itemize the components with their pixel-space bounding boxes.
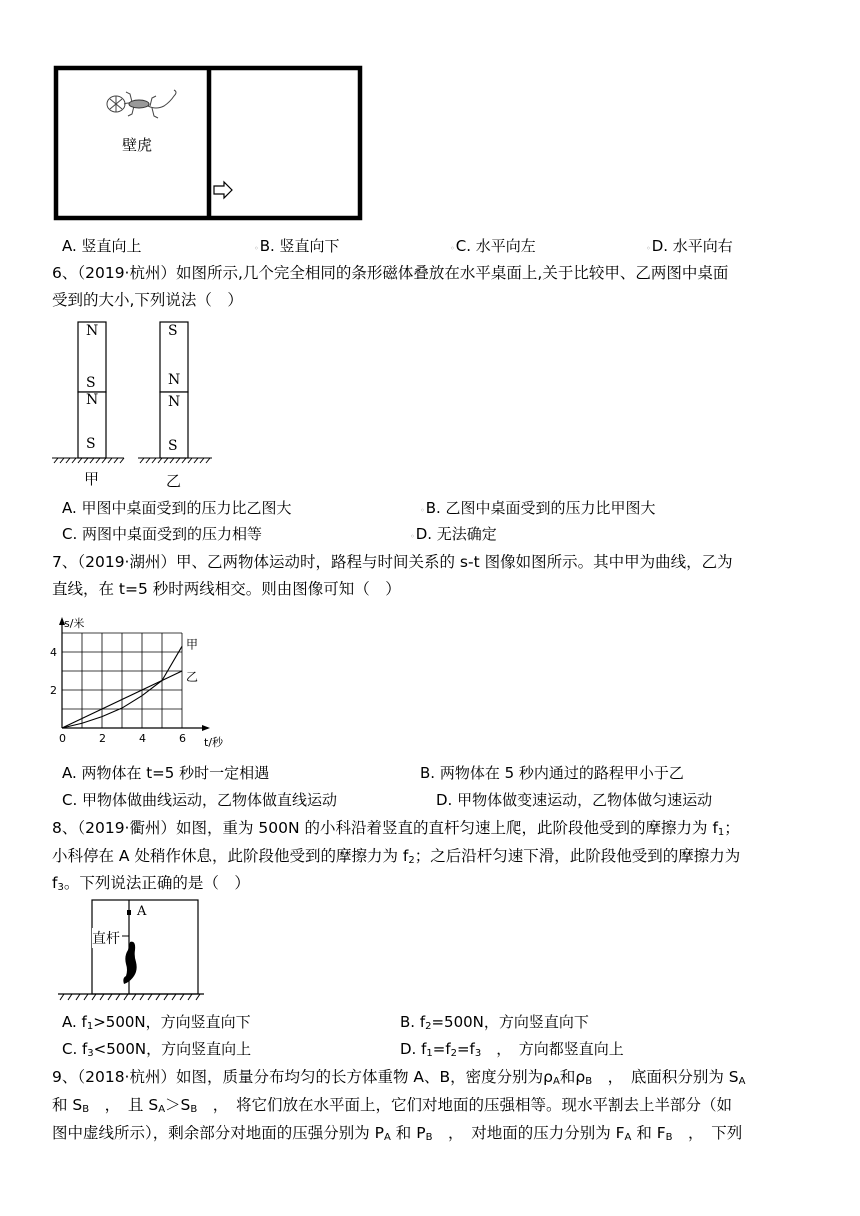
q8-option-a[interactable] [62, 1012, 251, 1037]
q5-option-b[interactable]: ◦B. 竖直向下 [254, 237, 340, 255]
x-tick-label: 6 [179, 732, 186, 745]
q6-option-d[interactable]: ◦D. 无法确定 [410, 525, 497, 543]
q8-c-post: <500N，方向竖直向上 [93, 1040, 252, 1058]
q8-line-3-sub: 3 [57, 882, 64, 893]
q8-line-3 [52, 872, 250, 899]
q6-option-b-text: B. 乙图中桌面受到的压力比甲图大 [425, 499, 656, 517]
q8-b-sub: 2 [425, 1021, 432, 1032]
x-axis-label: t/秒 [204, 736, 224, 749]
y-tick-label: 2 [50, 684, 57, 697]
q8-option-d[interactable] [400, 1039, 624, 1064]
q5-option-d[interactable]: ◦D. 水平向右 [646, 237, 733, 255]
magnet-right-pole-3: N [168, 394, 181, 410]
magnet-left-pole-3: N [86, 392, 99, 408]
q9-l3s4: B [665, 1132, 673, 1143]
y-axis-label: s/米 [64, 617, 85, 630]
magnet-left-pole-1: N [86, 323, 99, 339]
q9-l3c: ， 对地面的压力分别为 F [432, 1124, 625, 1142]
q5-option-c[interactable]: ◦C. 水平向左 [450, 237, 536, 255]
q9-l1c: ， 底面积分别为 S [592, 1068, 739, 1086]
q7-option-a[interactable]: A. 两物体在 t=5 秒时一定相遇 [62, 764, 270, 782]
q9-l1s3: A [738, 1076, 746, 1087]
q9-l2a: 和 S [52, 1096, 83, 1114]
table-surface-left [52, 458, 124, 463]
st-chart-svg [46, 604, 226, 754]
q6-option-c[interactable]: C. 两图中桌面受到的压力相等 [62, 525, 263, 543]
magnet-left-pole-4: S [86, 436, 96, 452]
person-silhouette [123, 942, 136, 984]
q8-line-2 [52, 845, 740, 872]
q6-line-1: 6、（2019·杭州）如图所示,几个完全相同的条形磁体叠放在水平桌面上,关于比较甲、乙两图中桌面 [52, 264, 729, 282]
q9-line-3 [52, 1122, 742, 1149]
pole-figure [56, 898, 206, 1004]
q8-d-post: ， 方向都竖直向上 [481, 1040, 624, 1058]
q8-b-post: =500N，方向竖直向下 [431, 1013, 589, 1031]
table-surface-right [138, 458, 212, 463]
magnet-right-pole-4: S [168, 438, 178, 454]
pole-figure-svg [56, 898, 206, 1004]
point-a-marker [127, 910, 131, 915]
q9-l3s1: A [384, 1132, 391, 1143]
q9-l2b: ， 且 S [89, 1096, 159, 1114]
q8-line-1-sub: 1 [717, 827, 725, 838]
q8-d-sub3: 3 [474, 1048, 482, 1059]
x-tick-label: 2 [99, 732, 106, 745]
q9-l3a: 图中虚线所示），剩余部分对地面的压强分别为 P [52, 1124, 385, 1142]
x-tick-label: 4 [139, 732, 146, 745]
q9-l2c: ＞S [165, 1096, 191, 1114]
q8-line-2b: ；之后沿杆匀速下滑，此阶段他受到的摩擦力为 [414, 847, 741, 865]
q9-line-1 [52, 1066, 745, 1093]
q9-l2d: ， 将它们放在水平面上，它们对地面的压强相等。现水平割去上半部分（如 [197, 1096, 733, 1114]
gecko-label: 壁虎 [122, 136, 153, 154]
q8-d-mid1: =f [432, 1040, 451, 1058]
q7-line-1: 7、（2019·湖州）甲、乙两物体运动时，路程与时间关系的 s-t 图像如图所示。其中甲为曲线，乙为 [52, 553, 733, 571]
q8-d-pre: D. f [400, 1040, 427, 1058]
series-label-yi: 乙 [186, 670, 199, 684]
st-chart [46, 604, 226, 754]
q8-option-c[interactable] [62, 1039, 251, 1064]
q8-option-b[interactable] [400, 1012, 589, 1037]
magnet-right-pole-2: N [168, 372, 181, 388]
magnet-right-pole-1: S [168, 323, 178, 339]
q8-c-pre: C. f [62, 1040, 88, 1058]
q8-c-sub: 3 [87, 1048, 94, 1059]
q7-option-d[interactable]: D. 甲物体做变速运动，乙物体做匀速运动 [436, 791, 713, 809]
q5-option-c-text: C. 水平向左 [455, 237, 536, 255]
q8-line-1-text: 8、（2019·衢州）如图，重为 500N 的小科沿着竖直的直杆匀速上爬，此阶段他受到的摩擦力为 f [52, 819, 718, 837]
q8-line-3b: 。下列说法正确的是（ ） [63, 874, 250, 892]
q9-l3s2: B [425, 1132, 433, 1143]
q7-option-c[interactable]: C. 甲物体做曲线运动，乙物体做直线运动 [62, 791, 338, 809]
q6-option-d-text: D. 无法确定 [415, 525, 497, 543]
q7-option-b[interactable]: B. 两物体在 5 秒内通过的路程甲小于乙 [420, 764, 684, 782]
q5-option-b-text: B. 竖直向下 [259, 237, 340, 255]
q8-line-2-sub: 2 [408, 855, 415, 866]
q9-l3b: 和 P [390, 1124, 426, 1142]
magnets-figure-svg [52, 320, 222, 490]
magnets-figure [52, 320, 222, 490]
q9-l3d: 和 F [631, 1124, 666, 1142]
gecko-icon [107, 90, 176, 118]
q6-line-2: 受到的大小,下列说法（ ） [52, 291, 243, 309]
q6-option-a[interactable]: A. 甲图中桌面受到的压力比乙图大 [62, 499, 292, 517]
q8-a-pre: A. f [62, 1013, 87, 1031]
ground-hatch [60, 994, 200, 1000]
q8-line-3a: f [52, 874, 58, 892]
arrow-right-icon [214, 182, 232, 198]
q8-line-1-end: ； [724, 819, 740, 837]
gecko-figure-svg [52, 62, 364, 222]
q9-l2s1: B [82, 1104, 90, 1115]
q9-l2s3: B [190, 1104, 198, 1115]
q8-d-sub2: 2 [450, 1048, 457, 1059]
series-label-jia: 甲 [186, 637, 199, 652]
q8-line-2a: 小科停在 A 处稍作休息，此阶段他受到的摩擦力为 f [52, 847, 409, 865]
point-a-label: A [137, 904, 147, 919]
q6-option-b[interactable]: ◦B. 乙图中桌面受到的压力比甲图大 [420, 499, 656, 517]
gecko-figure [52, 62, 364, 222]
q9-l1a: 9、（2018·杭州）如图，质量分布均匀的长方体重物 A、B，密度分别为ρ [52, 1068, 553, 1086]
magnet-left-pole-2: S [86, 375, 96, 391]
caption-right: 乙 [166, 472, 182, 490]
q8-d-mid2: =f [456, 1040, 475, 1058]
q9-l2s2: A [158, 1104, 166, 1115]
pole-label: 直杆 [92, 928, 120, 948]
y-tick-label: 4 [50, 646, 57, 659]
q5-option-a[interactable]: A. 竖直向上 [62, 237, 142, 255]
q8-d-sub1: 1 [426, 1048, 433, 1059]
q8-a-post: >500N，方向竖直向下 [93, 1013, 251, 1031]
caption-left: 甲 [84, 470, 100, 488]
q7-line-2: 直线，在 t=5 秒时两线相交。则由图像可知（ ） [52, 580, 401, 598]
q8-a-sub: 1 [86, 1021, 94, 1032]
q9-l3e: ， 下列 [672, 1124, 743, 1142]
q9-l1s1: A [553, 1076, 560, 1087]
q5-option-d-text: D. 水平向右 [651, 237, 733, 255]
x-axis-arrow [202, 725, 210, 731]
q9-l3s3: A [624, 1132, 632, 1143]
x-tick-label: 0 [59, 732, 66, 745]
q8-line-1 [52, 817, 740, 844]
q8-b-pre: B. f [400, 1013, 426, 1031]
q9-line-2 [52, 1094, 732, 1121]
q9-l1b: 和ρ [559, 1068, 586, 1086]
q9-l1s2: B [585, 1076, 593, 1087]
